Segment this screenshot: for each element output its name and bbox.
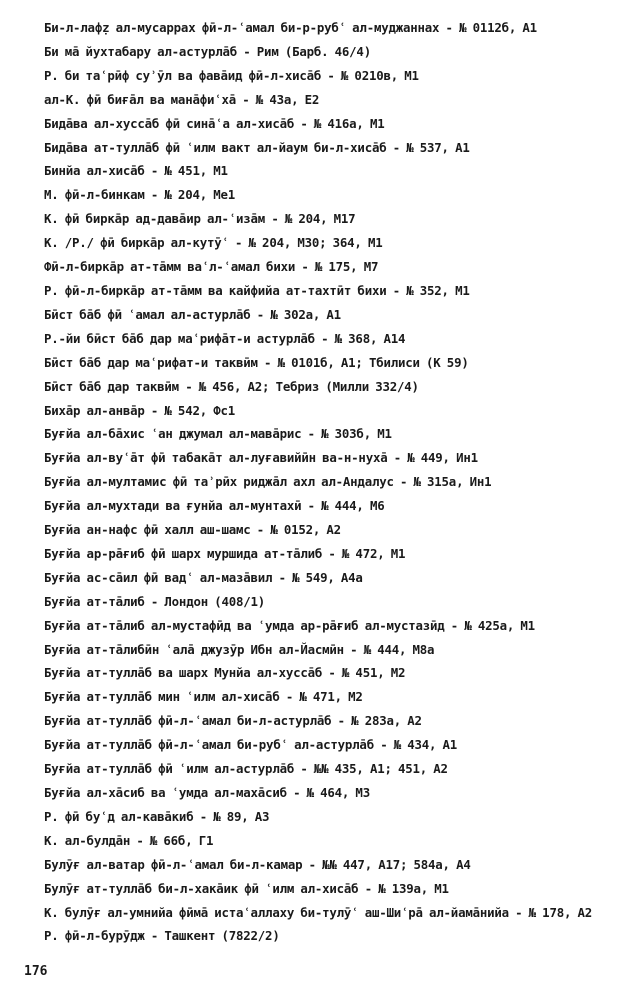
page-number: 176 [24, 964, 48, 979]
entry: Буғйа ан-нафс фӣ халл аш-шамс - № 0152, А2 [44, 522, 341, 538]
entry: Бида̄ва ал-хусса̄б фӣ сина̄ʿа ал-хиса̄б - № 416а, М1 [44, 115, 385, 131]
entry: Бида̄ва ат-тулла̄б фӣ ʿилм вакт ал-йаум би-л-хиса̄б - № 537, А1 [44, 139, 470, 155]
entry: Р. фӣ-л-бурӯдж - Ташкент (7822/2) [44, 928, 280, 944]
entry: Буғйа ар-ра̄ғиб фӣ шарх муршида ат-та̄либ - № 472, М1 [44, 545, 406, 561]
entry: Р. би таʿрӣф суʾӯл ва фава̄ид фӣ-л-хиса̄б - № 0210в, М1 [44, 67, 419, 83]
entry: К. /Р./ фӣ биркāр ал-кутӯʿ - № 204, М30; 364, М1 [44, 235, 383, 251]
entry: Буғйа ат-тулла̄б фӣ ʿилм ал-астурла̄б - №№ 435, А1; 451, А2 [44, 761, 448, 777]
entry: Буғйа ат-та̄либ ал-мустафӣд ва ʿумда ар-ра̄ғиб ал-мустазӣд - № 425а, М1 [44, 617, 535, 633]
entry: Буғйа ас-са̄ил фӣ вадʿ ал-маза̄вил - № 549, А4а [44, 569, 363, 585]
entry: Буғйа ат-та̄либ - Лондон (408/1) [44, 593, 266, 609]
bibliography-entries [44, 16, 628, 948]
entry: Буғйа ал-ха̄сиб ва ʿумда ал-маха̄сиб - № 464, М3 [44, 785, 370, 800]
entry: Би ма̄ йухтабару ал-астурла̄б - Рим (Барб. 46/4) [44, 43, 371, 59]
entry: Буғйа ал-вуʿа̄т фӣ табака̄т ал-луғавийӣн ва-н-нуха̄ - № 449, Ин1 [44, 450, 478, 466]
entry: Бӣст ба̄б дар таквӣм - № 456, А2; Тебриз (Милли 332/4) [44, 378, 419, 394]
entry: ал-К. фӣ биға̄л ва мана̄фиʿха̄ - № 43а, Е2 [44, 91, 320, 107]
entry: Буғйа ат-та̄либӣн ʿала̄ джузӯр Ибн ал-Йасмӣн - № 444, М8а [44, 641, 435, 657]
entry: Бӣст ба̄б фӣ ʿамал ал-астурла̄б - № 302а, А1 [44, 306, 341, 322]
entry: Бинйа ал-хиса̄б - № 451, М1 [44, 163, 228, 179]
entry: Р. фӣ-л-биркāр ат-та̄мм ва кайфийа ат-тахтӣт бихи - № 352, М1 [44, 282, 470, 298]
entry: Буғйа ат-тулла̄б ва шарх Мунйа ал-хусса̄б - № 451, М2 [44, 665, 406, 681]
entry: Буғйа ат-тулла̄б мин ʿилм ал-хиса̄б - № 471, М2 [44, 689, 363, 705]
entry: Буғйа ат-тулла̄б фӣ-л-ʿамал би-рубʿ ал-астурла̄б - № 434, А1 [44, 737, 458, 753]
entry: Булӯғ ал-ватар фӣ-л-ʿамал би-л-камар - №№ 447, А17; 584а, А4 [44, 856, 471, 872]
entry: К. ал-булда̄н - № 66б, Г1 [44, 832, 214, 848]
entry: К. фӣ биркāр ад-дава̄ир ал-ʿиза̄м - № 204, М17 [44, 211, 356, 227]
entry: Биха̄р ал-анва̄р - № 542, Фс1 [44, 402, 236, 418]
entry: Буғйа ат-тулла̄б фӣ-л-ʿамал би-л-астурла̄б - № 283а, А2 [44, 713, 422, 729]
entry: Буғйа ал-мухтади ва ғунйа ал-мунтахӣ - № 444, М6 [44, 498, 385, 514]
entry: Буғйа ал-ба̄хис ʿан джумал ал-мава̄рис - № 303б, М1 [44, 426, 392, 442]
entry: Би-л-лафẓ ал-мусаррах фӣ-л-ʿамал би-р-рубʿ ал-муджаннах - № 0112б, А1 [44, 20, 537, 35]
entry: Буғйа ал-мултамис фӣ таʾрӣх риджа̄л ахл ал-Андалус - № 315а, Ин1 [44, 474, 492, 490]
entry: К. булӯғ ал-умнийа фӣма̄ истаʿаллаху би-тулӯʿ аш-Шиʿра̄ ал-йама̄нийа - № 178, А2 [44, 904, 593, 920]
entry: Бӣст ба̄б дар маʿрифат-и таквӣм - № 0101б, А1; Тбилиси (К 59) [44, 354, 469, 370]
entry: Булӯғ ат-тулла̄б би-л-хака̄ик фӣ ʿилм ал-хиса̄б - № 139а, М1 [44, 880, 449, 896]
entry: Р. фӣ буʿд ал-кава̄киб - № 89, А3 [44, 808, 270, 824]
entry: М. фӣ-л-бинкам - № 204, Ме1 [44, 187, 236, 203]
entry: Р.-йи бӣст ба̄б дар маʿрифа̄т-и астурла̄б - № 368, А14 [44, 330, 406, 346]
entry: Фӣ-л-биркāр ат-та̄мм ваʿл-ʿамал бихи - № 175, М7 [44, 259, 379, 275]
